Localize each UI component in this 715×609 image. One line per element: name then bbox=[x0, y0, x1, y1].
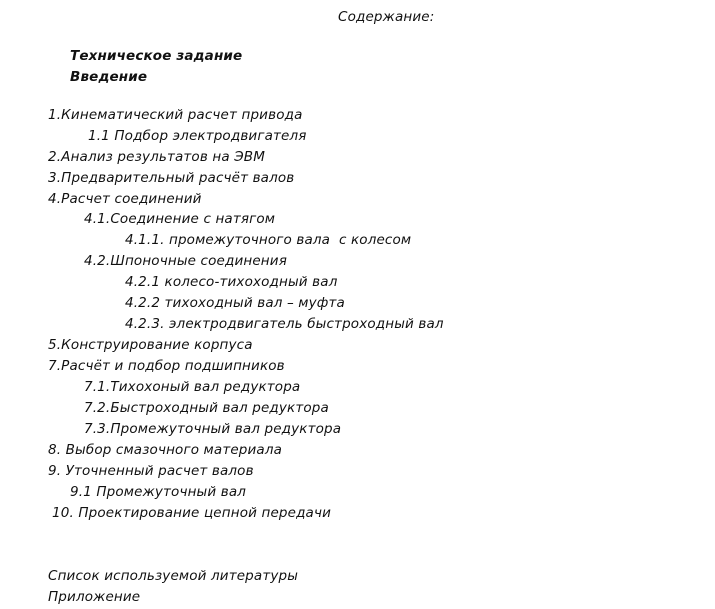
toc-item: 4.2.Шпоночные соединения bbox=[84, 253, 287, 269]
toc-item: 7.3.Промежуточный вал редуктора bbox=[84, 421, 342, 437]
toc-item: 9. Уточненный расчет валов bbox=[48, 463, 254, 479]
toc-item: 4.1.Соединение с натягом bbox=[84, 211, 276, 227]
toc-item: 4.1.1. промежуточного вала с колесом bbox=[125, 232, 412, 248]
toc-item: 7.Расчёт и подбор подшипников bbox=[48, 358, 285, 374]
intro-item: Введение bbox=[70, 69, 148, 85]
toc-item: 9.1 Промежуточный вал bbox=[70, 484, 247, 500]
toc-item: 1.Кинематический расчет привода bbox=[48, 107, 303, 123]
toc-item: 5.Конструирование корпуса bbox=[48, 337, 253, 353]
toc-item: 4.2.2 тихоходный вал – муфта bbox=[125, 295, 345, 311]
toc-item: 10. Проектирование цепной передачи bbox=[52, 505, 332, 521]
toc-item: 3.Предварительный расчёт валов bbox=[48, 170, 295, 186]
toc-item: 2.Анализ результатов на ЭВМ bbox=[48, 149, 265, 165]
toc-item: 4.2.3. электродвигатель быстроходный вал bbox=[125, 316, 444, 332]
page-title: Содержание: bbox=[338, 9, 435, 25]
toc-item: 4.2.1 колесо-тихоходный вал bbox=[125, 274, 338, 290]
toc-item: 1.1 Подбор электродвигателя bbox=[88, 128, 307, 144]
toc-item: 7.1.Тихохоный вал редуктора bbox=[84, 379, 301, 395]
intro-item: Техническое задание bbox=[70, 48, 243, 64]
toc-item: 4.Расчет соединений bbox=[48, 191, 202, 207]
appendix-item: Приложение bbox=[48, 589, 141, 605]
toc-item: 8. Выбор смазочного материала bbox=[48, 442, 283, 458]
appendix-item: Список используемой литературы bbox=[48, 568, 298, 584]
toc-item: 7.2.Быстроходный вал редуктора bbox=[84, 400, 329, 416]
